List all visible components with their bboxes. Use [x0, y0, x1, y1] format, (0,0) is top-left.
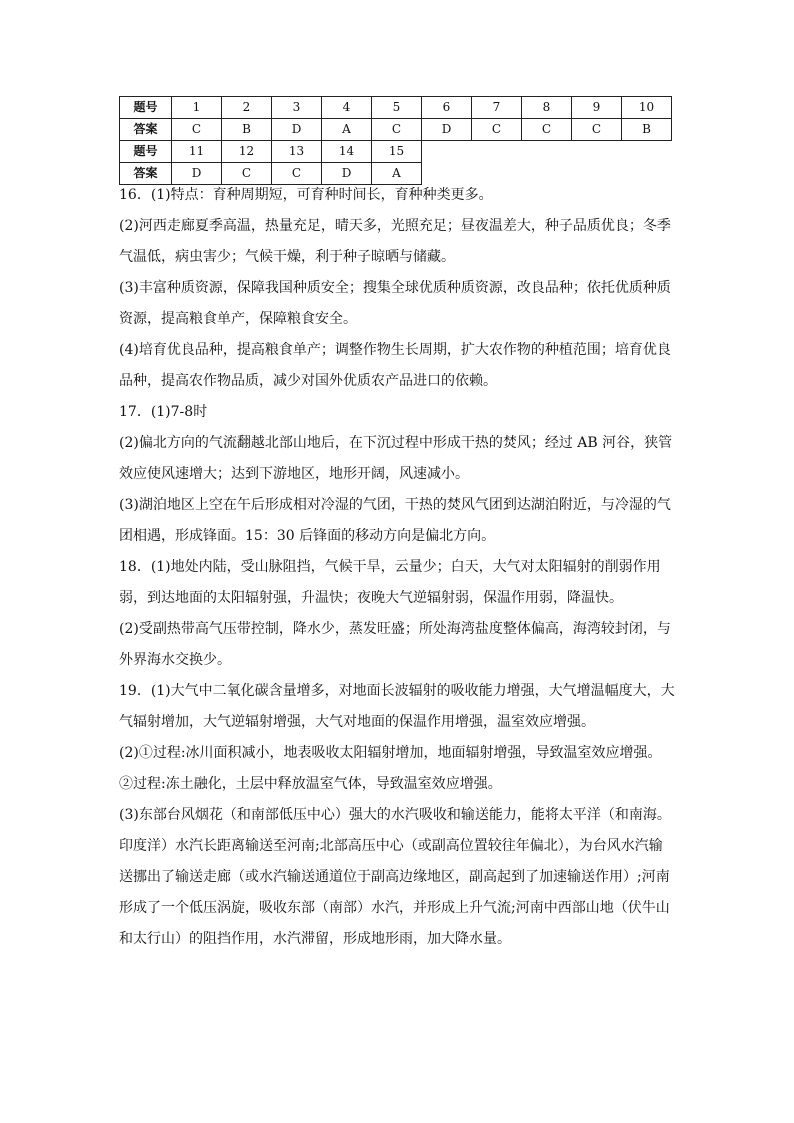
answer-explanations: [119, 180, 679, 955]
table-cell: C: [472, 119, 522, 141]
text-line: (3)丰富种质资源，保障我国种质安全；搜集全球优质种质资源，改良品种；依托优质种质: [119, 280, 671, 296]
text-line: (3)湖泊地区上空在午后形成相对冷湿的气团，干热的焚风气团到达湖泊附近，与冷湿的气: [119, 497, 671, 513]
table-cell: A: [372, 163, 422, 185]
text-line: ②过程:冻土融化，土层中释放温室气体，导致温室效应增强。: [119, 776, 502, 792]
table-cell: C: [172, 119, 222, 141]
text-line: 19．(1)大气中二氧化碳含量增多，对地面长波辐射的吸收能力增强，大气增温幅度大，大: [119, 683, 675, 699]
text-line: 送挪出了输送走廊（或水汽输送通道位于副高边缘地区，副高起到了加速输送作用）;河南: [119, 869, 670, 885]
text-line: (3)东部台风烟花（和南部低压中心）强大的水汽吸收和输送能力，能将太平洋（和南海。: [119, 807, 671, 823]
table-cell: 11: [172, 141, 222, 163]
table-cell: D: [322, 163, 372, 185]
text-line: (2)①过程:冰川面积减小，地表吸收太阳辐射增加，地面辐射增强，导致温室效应增强。: [119, 745, 662, 761]
table-cell: 5: [372, 97, 422, 119]
text-line: (2)偏北方向的气流翻越北部山地后，在下沉过程中形成干热的焚风；经过 AB 河谷，狭管: [119, 435, 673, 451]
table-cell: 13: [272, 141, 322, 163]
row-header: 题号: [120, 141, 172, 163]
text-line: 资源，提高粮食单产，保障粮食安全。: [119, 311, 357, 327]
text-line: 16．(1)特点：育种周期短，可育种时间长，育种种类更多。: [119, 187, 493, 203]
table-cell: 9: [572, 97, 622, 119]
table-cell: C: [522, 119, 572, 141]
table-cell: 2: [222, 97, 272, 119]
table-cell: 14: [322, 141, 372, 163]
text-line: 外界海水交换少。: [119, 652, 231, 668]
table-cell: 10: [622, 97, 672, 119]
table-cell: B: [622, 119, 672, 141]
table-cell: 12: [222, 141, 272, 163]
table-cell: D: [172, 163, 222, 185]
table-cell: 6: [422, 97, 472, 119]
row-header: 题号: [120, 97, 172, 119]
table-cell: C: [572, 119, 622, 141]
table-cell: C: [222, 163, 272, 185]
table-cell: 1: [172, 97, 222, 119]
table-row-question-numbers-1: [120, 97, 672, 119]
table-cell: 7: [472, 97, 522, 119]
table-cell: D: [422, 119, 472, 141]
table-cell: 4: [322, 97, 372, 119]
table-cell: 8: [522, 97, 572, 119]
table-cell: C: [272, 163, 322, 185]
table-cell: B: [222, 119, 272, 141]
table-cell: 15: [372, 141, 422, 163]
row-header: 答案: [120, 163, 172, 185]
text-line: (2)河西走廊夏季高温，热量充足，晴天多，光照充足；昼夜温差大，种子品质优良；冬季: [119, 218, 671, 234]
table-cell: 3: [272, 97, 322, 119]
table-row-question-numbers-2: [120, 141, 672, 163]
text-line: 印度洋）水汽长距离输送至河南;北部高压中心（或副高位置较往年偏北），为台风水汽输: [119, 838, 663, 854]
text-line: 和太行山）的阻挡作用，水汽滞留，形成地形雨，加大降水量。: [119, 931, 511, 947]
text-line: 品种，提高农作物品质，减少对国外优质农产品进口的依赖。: [119, 373, 497, 389]
text-line: 17．(1)7-8时: [119, 404, 208, 420]
table-cell: A: [322, 119, 372, 141]
text-line: 效应使风速增大；达到下游地区，地形开阔，风速减小。: [119, 466, 469, 482]
text-line: (4)培育优良品种，提高粮食单产；调整作物生长周期，扩大农作物的种植范围；培育优良: [119, 342, 671, 358]
text-line: 气温低，病虫害少；气候干燥，利于种子晾晒与储藏。: [119, 249, 455, 265]
table-cell: D: [272, 119, 322, 141]
table-cell: C: [372, 119, 422, 141]
table-row-answers-1: [120, 119, 672, 141]
text-line: 形成了一个低压涡旋，吸收东部（南部）水汽，并形成上升气流;河南中西部山地（伏牛山: [119, 900, 670, 916]
text-line: 团相遇，形成锋面。15：30 后锋面的移动方向是偏北方向。: [119, 528, 496, 544]
answer-table: [119, 96, 672, 185]
empty-cell: [422, 141, 672, 163]
text-line: 18．(1)地处内陆，受山脉阻挡，气候干旱，云量少；白天，大气对太阳辐射的削弱作用: [119, 559, 661, 575]
text-line: 弱，到达地面的太阳辐射强，升温快；夜晚大气逆辐射弱，保温作用弱，降温快。: [119, 590, 623, 606]
row-header: 答案: [120, 119, 172, 141]
text-line: (2)受副热带高气压带控制，降水少，蒸发旺盛；所处海湾盐度整体偏高，海湾较封闭，与: [119, 621, 671, 637]
text-line: 气辐射增加，大气逆辐射增强，大气对地面的保温作用增强，温室效应增强。: [119, 714, 595, 730]
